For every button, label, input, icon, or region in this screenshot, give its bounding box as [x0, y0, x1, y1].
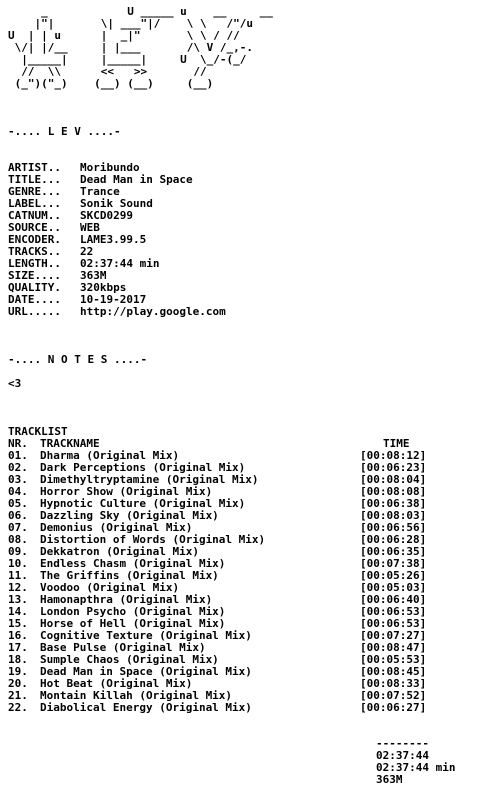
track-time: [00:06:38]	[360, 497, 427, 510]
notes-title: -.... N O T E S ....-	[8, 353, 148, 366]
track-number: 15.	[8, 617, 28, 630]
track-time: [00:07:27]	[360, 629, 427, 642]
info-value: 22	[80, 245, 94, 258]
track-time: [00:06:40]	[360, 593, 427, 606]
track-number: 03.	[8, 473, 28, 486]
info-row	[8, 198, 480, 210]
tracklist-title: TRACKLIST	[8, 425, 68, 438]
info-row	[8, 222, 480, 234]
track-number: 19.	[8, 665, 28, 678]
track-time: [00:06:23]	[360, 461, 427, 474]
info-key: ARTIST..	[8, 161, 61, 174]
notes-text: <3	[8, 377, 22, 390]
track-name: Dharma (Original Mix)	[40, 449, 180, 462]
header-trackname: TRACKNAME	[40, 437, 100, 450]
info-row	[8, 294, 480, 306]
track-number: 21.	[8, 689, 28, 702]
info-key: LENGTH..	[8, 257, 61, 270]
track-name: Dead Man in Space (Original Mix)	[40, 665, 252, 678]
track-time: [00:07:52]	[360, 689, 427, 702]
header-time: TIME	[383, 437, 410, 450]
info-row	[8, 234, 480, 246]
track-name: Dimethyltryptamine (Original Mix)	[40, 473, 259, 486]
info-value: LAME3.99.5	[80, 233, 147, 246]
info-row	[8, 162, 480, 174]
track-number: 11.	[8, 569, 28, 582]
info-row	[8, 282, 480, 294]
track-name: Montain Killah (Original Mix)	[40, 689, 233, 702]
info-value: Trance	[80, 185, 120, 198]
track-row	[8, 702, 480, 714]
track-name: Hamonapthra (Original Mix)	[40, 593, 213, 606]
info-key: URL.....	[8, 305, 61, 318]
info-key: QUALITY.	[8, 281, 61, 294]
track-time: [00:05:03]	[360, 581, 427, 594]
track-name: Dazzling Sky (Original Mix)	[40, 509, 219, 522]
track-number: 14.	[8, 605, 28, 618]
info-row	[8, 210, 480, 222]
summary-total-size: 363M	[376, 773, 403, 786]
track-name: Demonius (Original Mix)	[40, 521, 193, 534]
track-name: Voodoo (Original Mix)	[40, 581, 180, 594]
track-time: [00:06:56]	[360, 521, 427, 534]
track-time: [00:08:33]	[360, 677, 427, 690]
track-number: 07.	[8, 521, 28, 534]
info-value: 363M	[80, 269, 107, 282]
info-value: 10-19-2017	[80, 293, 147, 306]
track-time: [00:06:53]	[360, 605, 427, 618]
info-value: 320kbps	[80, 281, 127, 294]
info-value: Moribundo	[80, 161, 140, 174]
track-number: 09.	[8, 545, 28, 558]
track-number: 13.	[8, 593, 28, 606]
track-time: [00:08:08]	[360, 485, 427, 498]
track-name: Sumple Chaos (Original Mix)	[40, 653, 219, 666]
info-key: TRACKS..	[8, 245, 61, 258]
info-value: Dead Man in Space	[80, 173, 193, 186]
track-time: [00:08:47]	[360, 641, 427, 654]
track-time: [00:06:27]	[360, 701, 427, 714]
header-title: -.... L E V ....-	[8, 125, 121, 138]
info-key: GENRE...	[8, 185, 61, 198]
info-row	[8, 270, 480, 282]
track-time: [00:06:28]	[360, 533, 427, 546]
track-time: [00:06:53]	[360, 617, 427, 630]
info-key: ENCODER.	[8, 233, 61, 246]
track-name: Hypnotic Culture (Original Mix)	[40, 497, 246, 510]
track-number: 02.	[8, 461, 28, 474]
track-time: [00:05:53]	[360, 653, 427, 666]
track-number: 22.	[8, 701, 28, 714]
track-time: [00:08:03]	[360, 509, 427, 522]
info-key: LABEL...	[8, 197, 61, 210]
track-time: [00:06:35]	[360, 545, 427, 558]
info-key: CATNUM..	[8, 209, 61, 222]
info-row	[8, 246, 480, 258]
info-value: Sonik Sound	[80, 197, 153, 210]
track-name: Base Pulse (Original Mix)	[40, 641, 206, 654]
summary-total-time: 02:37:44	[376, 749, 429, 762]
track-number: 01.	[8, 449, 28, 462]
summary-total-length: 02:37:44 min	[376, 761, 456, 774]
track-number: 16.	[8, 629, 28, 642]
track-number: 17.	[8, 641, 28, 654]
track-number: 08.	[8, 533, 28, 546]
track-number: 10.	[8, 557, 28, 570]
track-name: Horse of Hell (Original Mix)	[40, 617, 226, 630]
info-value: SKCD0299	[80, 209, 133, 222]
info-row	[8, 258, 480, 270]
info-row	[8, 306, 480, 318]
info-key: TITLE...	[8, 173, 61, 186]
track-number: 20.	[8, 677, 28, 690]
track-time: [00:05:26]	[360, 569, 427, 582]
track-name: London Psycho (Original Mix)	[40, 605, 226, 618]
track-time: [00:08:45]	[360, 665, 427, 678]
track-time: [00:07:38]	[360, 557, 427, 570]
track-name: The Griffins (Original Mix)	[40, 569, 219, 582]
info-key: DATE....	[8, 293, 61, 306]
summary-divider: --------	[376, 737, 429, 750]
track-number: 18.	[8, 653, 28, 666]
track-name: Diabolical Energy (Original Mix)	[40, 701, 252, 714]
track-name: Dekkatron (Original Mix)	[40, 545, 199, 558]
track-number: 05.	[8, 497, 28, 510]
track-name: Dark Perceptions (Original Mix)	[40, 461, 246, 474]
track-name: Hot Beat (Original Mix)	[40, 677, 193, 690]
release-info	[8, 162, 480, 318]
info-key: SIZE....	[8, 269, 61, 282]
info-value: http://play.google.com	[80, 305, 226, 318]
info-key: SOURCE..	[8, 221, 61, 234]
track-time: [00:08:04]	[360, 473, 427, 486]
tracklist	[8, 450, 480, 714]
track-time: [00:08:12]	[360, 449, 427, 462]
header-nr: NR.	[8, 437, 28, 450]
info-row	[8, 174, 480, 186]
track-number: 06.	[8, 509, 28, 522]
track-name: Cognitive Texture (Original Mix)	[40, 629, 252, 642]
ascii-art-logo: _ U _____ u __ __ |"| \| ___"|/ \ \ /"/u U | | u | _|" \ \ / // \/| |/__ | |___ /\ V /_,-. |_____| |_____| U \_/-(_/ // \\ << >> // (_")("_) (__) (__) (__)	[8, 5, 273, 90]
info-value: 02:37:44 min	[80, 257, 160, 270]
summary-block	[376, 738, 480, 786]
info-value: WEB	[80, 221, 100, 234]
info-row	[8, 186, 480, 198]
track-name: Distortion of Words (Original Mix)	[40, 533, 266, 546]
track-name: Horror Show (Original Mix)	[40, 485, 213, 498]
track-number: 12.	[8, 581, 28, 594]
track-name: Endless Chasm (Original Mix)	[40, 557, 226, 570]
track-number: 04.	[8, 485, 28, 498]
